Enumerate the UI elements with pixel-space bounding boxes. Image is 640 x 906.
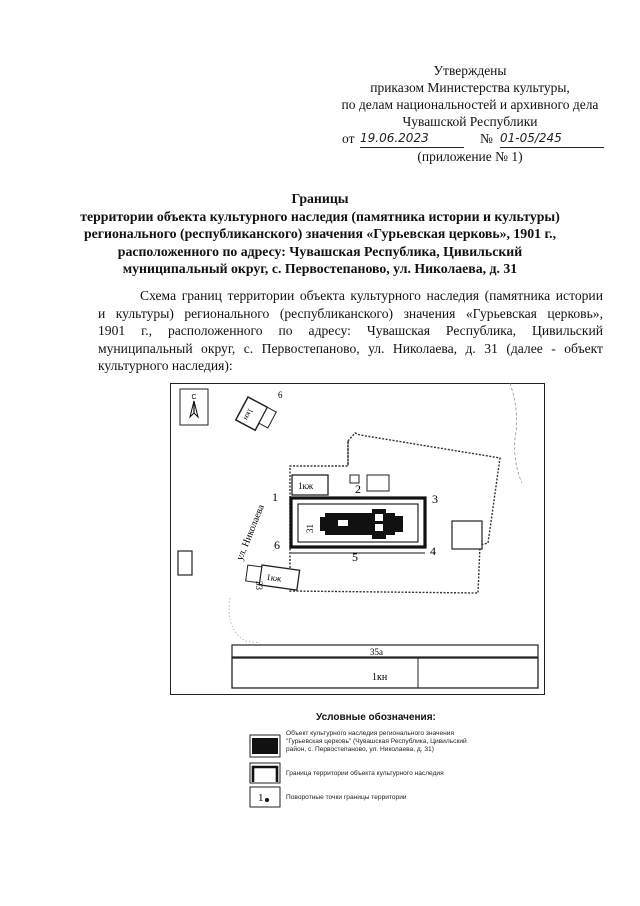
approval-block [330, 62, 610, 165]
legend-line: "Гурьевская церковь" (Чувашская Республика, Цивильский [286, 738, 467, 745]
legend-title: Условные обозначения: [316, 712, 436, 723]
bldg-bottom-left-num: 33 [254, 581, 264, 590]
paragraph-line: и культуры) регионального (республиканского) значения «Гурьевская церковь», [98, 305, 603, 321]
church-num: 31 [305, 524, 315, 533]
north-arrow-icon [180, 389, 208, 425]
paragraph-line: 1901 г., расположенного по адресу: Чувашская Республика, Цивильский [98, 323, 603, 338]
heading-line: расположенного по адресу: Чувашская Республика, Цивильский [117, 243, 523, 259]
bottom-code: 1кн [372, 672, 388, 683]
legend-item-object [286, 730, 467, 754]
boundary-scheme-map [170, 383, 545, 695]
approval-number: 01-05/245 [500, 130, 604, 148]
legend-item-boundary [286, 770, 444, 778]
legend-line: Поворотные точки границы территории [286, 794, 407, 801]
point-5: 5 [352, 550, 358, 564]
building-far-left [178, 551, 192, 575]
church-object [320, 509, 403, 539]
heading-line: муниципальный округ, с. Первостепаново, ул. Николаева, д. 31 [122, 261, 518, 276]
approval-line: Чувашской Республики [402, 114, 538, 129]
appendix-note: (приложение № 1) [417, 149, 523, 164]
paragraph-line: муниципальный округ, с. Первостепаново, ул. Николаева, д. 31 (далее - объект [98, 340, 603, 356]
body-paragraph [98, 287, 603, 375]
approval-line: Утверждены [433, 63, 507, 78]
heading-line: территории объекта культурного наследия (памятника истории и культуры) [80, 208, 560, 224]
bldg-top-num: 6 [278, 390, 283, 400]
legend-point-label: 1 [258, 792, 264, 804]
approval-line: по делам национальностей и архивного дела [341, 97, 599, 112]
heading-line: регионального (республиканского) значения «Гурьевская церковь», 1901 г., [83, 226, 557, 241]
point-1: 1 [272, 490, 278, 504]
north-letter: С [191, 394, 197, 401]
bottom-num: 35а [370, 647, 383, 657]
document-heading [60, 190, 580, 278]
building-right [452, 521, 482, 549]
street-label: ул. Николаева [234, 503, 267, 563]
point-2: 2 [355, 482, 361, 496]
legend-line: Объект культурного наследия регионального значения [286, 730, 455, 737]
point-4: 4 [430, 544, 436, 558]
approval-date-number-row [330, 130, 610, 148]
number-prefix: № [480, 131, 493, 146]
bldg-left-code: 1кж [298, 481, 314, 491]
bldg-bottom-left-code: 1кж [265, 571, 283, 584]
legend-line: Граница территории объекта культурного наследия [286, 770, 444, 777]
legend-swatch-boundary [249, 762, 281, 784]
legend-line: район, с. Первостепаново, ул. Николаева, д. 31) [286, 746, 434, 753]
heading-title: Границы [291, 191, 349, 206]
bldg-top-code: 1кн [241, 406, 256, 422]
paragraph-line: Схема границ территории объекта культурного наследия (памятника истории [140, 288, 603, 303]
paragraph-line: культурного наследия): [98, 358, 233, 373]
point-3: 3 [432, 492, 438, 506]
approval-date: 19.06.2023 [360, 130, 464, 148]
date-prefix: от [342, 131, 355, 146]
legend-swatch-object [249, 734, 281, 758]
legend-item-points [286, 794, 407, 802]
point-6: 6 [274, 538, 280, 552]
approval-line: приказом Министерства культуры, [370, 80, 570, 95]
legend-swatch-points [249, 786, 281, 808]
